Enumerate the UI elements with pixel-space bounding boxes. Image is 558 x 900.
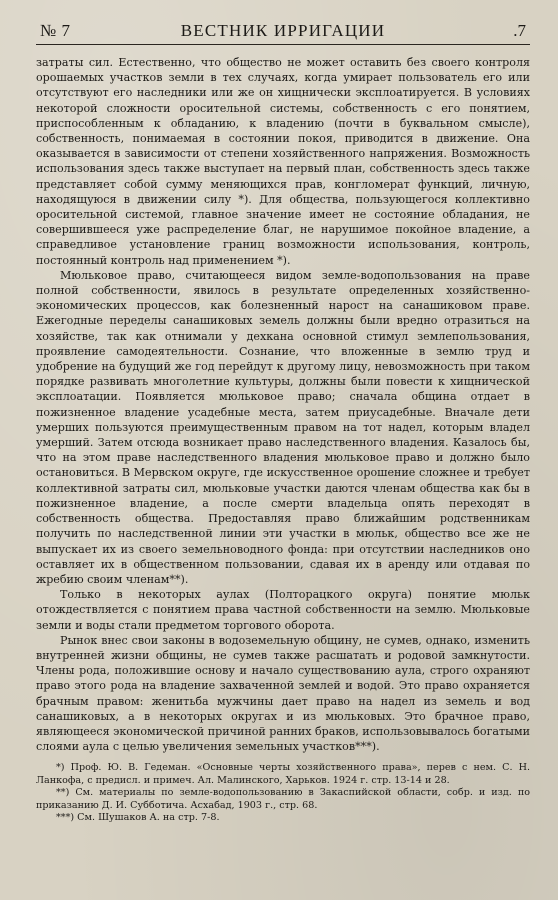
- footnote: *) Проф. Ю. В. Гедеман. «Основные черты хозяйственного права», перев с нем. С. Н. Ланкофа, с предисл. и примеч. Ал. Малинского, Харьков. 1924 г. стр. 13-14 и 28.: [36, 762, 530, 786]
- page-number: .7: [513, 21, 526, 40]
- paragraph: Только в некоторых аулах (Полторацкого округа) понятие мюльк отождествляется с понятием права частной собственности на землю. Мюльковые земли и воды стали предметом торгового оборота.: [36, 588, 530, 632]
- paragraph: затраты сил. Естественно, что общество не может оставить без своего контроля орошаемых участков земли в тех случаях, когда умирает пользователь его или отсутствуют его наследники или же он хищнически эксплоатируется. В условиях некоторой сложности оросительной системы, собственность с его понятием, приспособленным к обладанию, к владению (почти в буквальном смысле), собственность, понимаемая в состоянии покоя, приводится в движение. Она оказывается в зависимости от степени хозяйственного напряжения. Возможность использования здесь также выступает на первый план, собственность здесь также представляет собой сумму меняющихся прав, конгломерат функций, личную, находящуюся в движении силу *). Для общества, пользующегося коллективно оросительной системой, главное значение имеет не состояние обладания, не совершившееся уже распределение благ, не нарушимое покойное владение, а справедливое установление границ возможности использования, контроль, постоянный контроль над применением *).: [36, 56, 530, 267]
- article-body: [36, 45, 530, 754]
- footnote: ***) См. Шушаков А. на стр. 7-8.: [56, 811, 220, 823]
- footnote: **) См. материалы по земле-водопользованию в Закаспийской области, собр. и изд. по приказанию Д. И. Субботича. Асхабад, 1903 г., стр. 68.: [36, 787, 530, 811]
- issue-number: № 7: [40, 21, 71, 40]
- footnotes: [36, 762, 530, 824]
- paragraph: Мюльковое право, считающееся видом земле-водопользования на праве полной собственности, явилось в результате определенных хозяйственно-экономических процессов, как болезненный нарост на санашиковом праве. Ежегодные переделы санашиковых земель должны были вредно отразиться на хозяйстве, так как отнимали у дехкана основной стимул землепользования, проявление самодеятельности. Сознание, что вложенные в землю труд и удобрение на будущий же год перейдут к другому лицу, невозможность при таком порядке развивать многолетние культуры, должны были повести к хищнической эксплоатации. Появляется мюльковое право; сначала община отдает в пожизненное владение усадебные места, затем приусадебные. Вначале дети умерших пользуются преимущественным правом на тот надел, которым владел умерший. Затем отсюда возникает право наследственного владения. Казалось бы, что на этом праве наследственного владения мюльковое право и должно было остановиться. В Мервском округе, где искусственное орошение сложнее и требует коллективной затраты сил, мюльковые участки даются членам общества как бы в пожизненное владение, а после смерти владельца опять переходят в собственность общества. Предоставляя право ближайшим родственникам получить по наследственной линии эти участки в мюльк, общество все же не выпускает их из своего земельноводного фонда: при отсутствии наследников оно оставляет их в общественном пользовании, сдавая их в аренду или отдавая по жребию своим членам**).: [36, 268, 530, 586]
- journal-title: ВЕСТНИК ИРРИГАЦИИ: [180, 21, 386, 40]
- paragraph: Рынок внес свои законы в водоземельную общину, не сумев, однако, изменить внутренней жизни общины, не сумев также расшатать и родовой замкнутости. Члены рода, положившие основу и начало существованию аула, строго охраняют право этого рода на владение захваченной землей и водой. Это право охраняется брачным правом: женитьба мужчины дает право на надел из земель и вод санашиковых, а в некоторых округах и из мюльковых. Это брачное право, являющееся экономической причиной ранних браков, использовывалось богатыми слоями аула с целью увеличения земельных участков***).: [36, 633, 531, 754]
- running-header: [36, 18, 530, 45]
